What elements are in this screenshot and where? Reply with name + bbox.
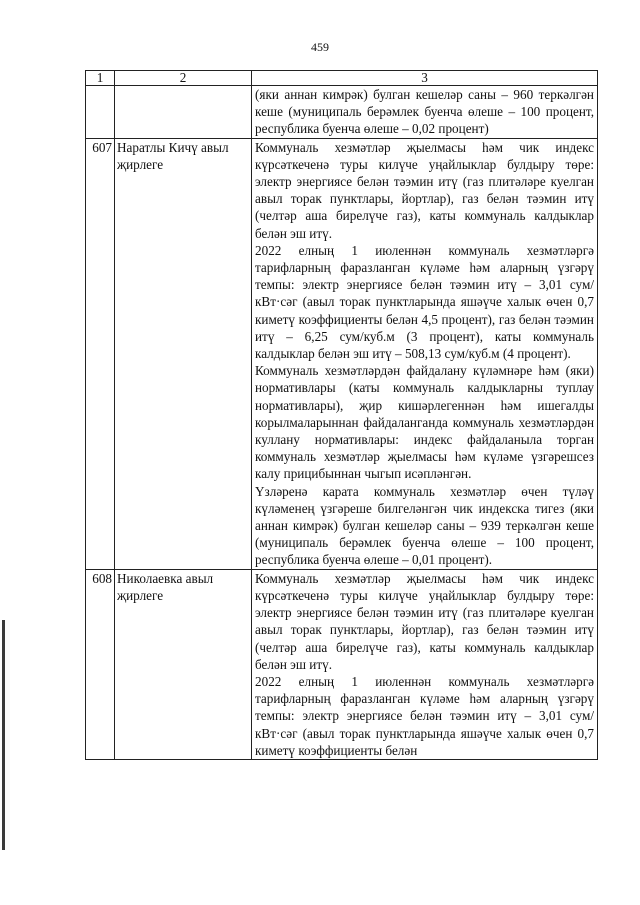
- description-paragraph: 2022 елның 1 июленнән коммуналь хезмәтләргә тарифларның фаразланган күләме һәм аларның үзгәрү темпы: электр энергиясе белән тәэмин итү – 3,01 сум/кВт·сәг (авыл торак пунктларында яшәүче халык өчен 0,7 киметү коэффициенты белән: [255, 673, 594, 758]
- table-row: [86, 569, 598, 759]
- row-number: 607: [86, 138, 115, 569]
- header-col-1: 1: [86, 71, 115, 86]
- description-paragraph: Коммуналь хезмәтләр җыелмасы һәм чик индекс күрсәткеченә туры килүче уңайлыклар булдыру төре: электр энергиясе белән тәэмин итү (газ плитәләре куелган авыл торак пунктлары, йортлар), газ белән тәэмин итү (челтәр аша бирелүче газ), каты коммуналь калдыклар белән эш итү.: [255, 139, 594, 241]
- settlement-name: [115, 86, 252, 139]
- description-paragraph: Коммуналь хезмәтләр җыелмасы һәм чик индекс күрсәткеченә туры килүче уңайлыклар булдыру төре: электр энергиясе белән тәэмин итү (газ плитәләре куелган авыл торак пунктлары, йортлар), газ белән тәэмин итү (челтәр аша бирелүче газ), каты коммуналь калдыклар белән эш итү.: [255, 570, 594, 672]
- row-number: 608: [86, 569, 115, 759]
- settlement-name: Наратлы Кичү авыл җирлеге: [115, 138, 252, 569]
- table-row: [86, 86, 598, 139]
- description-cell: [252, 138, 598, 569]
- settlement-name: Николаевка авыл җирлеге: [115, 569, 252, 759]
- table-row: [86, 138, 598, 569]
- description-paragraph: 2022 елның 1 июленнән коммуналь хезмәтләргә тарифларның фаразланган күләме һәм аларның үзгәрү темпы: электр энергиясе белән тәэмин итү – 3,01 сум/кВт·сәг (авыл торак пунктларында яшәүче халык өчен 0,7 киметү коэффициенты белән 4,5 процент), газ белән тәэмин итү – 6,25 сум/куб.м (3 процент), каты коммуналь калдыклар белән эш итү – 508,13 сум/куб.м (4 процент).: [255, 242, 594, 362]
- page-number: 459: [311, 40, 329, 54]
- row-number: [86, 86, 115, 139]
- description-cell: [252, 569, 598, 759]
- table-header-row: [86, 71, 598, 86]
- municipal-tariff-table: [85, 70, 598, 760]
- description-paragraph: (яки аннан кимрәк) булган кешеләр саны – 960 теркәлгән кеше (муниципаль берәмлек буенча өлеше – 100 процент, республика буенча өлеше – 0,02 процент): [255, 87, 594, 137]
- description-paragraph: Үзләренә карата коммуналь хезмәтләр өчен түләү күләменең үзгәреше билгеләнгән чик индекска тигез (яки аннан кимрәк) булган кешеләр саны – 939 теркәлгән кеше (муниципаль берәмлек буенча өлеше – 100 процент, республика буенча өлеше – 0,01 процент).: [255, 483, 594, 568]
- scan-edge-mark: [2, 620, 5, 850]
- description-cell: [252, 86, 598, 139]
- description-paragraph: Коммуналь хезмәтләрдән файдалану күләмнәре һәм (яки) нормативлары (каты коммуналь калдыкларны туплау нормативлары), җир кишәрлегеннән һәм ишегалды корылмаларыннан файдаланганда коммуналь хезмәтләрдән куллану нормативлары: индекс файдаланыла торган коммуналь хезмәтләр җыелмасы һәм күләме үзгәрешсез калу прицибыннан чыгып исәпләнгән.: [255, 363, 594, 482]
- header-col-2: 2: [115, 71, 252, 86]
- header-col-3: 3: [252, 71, 598, 86]
